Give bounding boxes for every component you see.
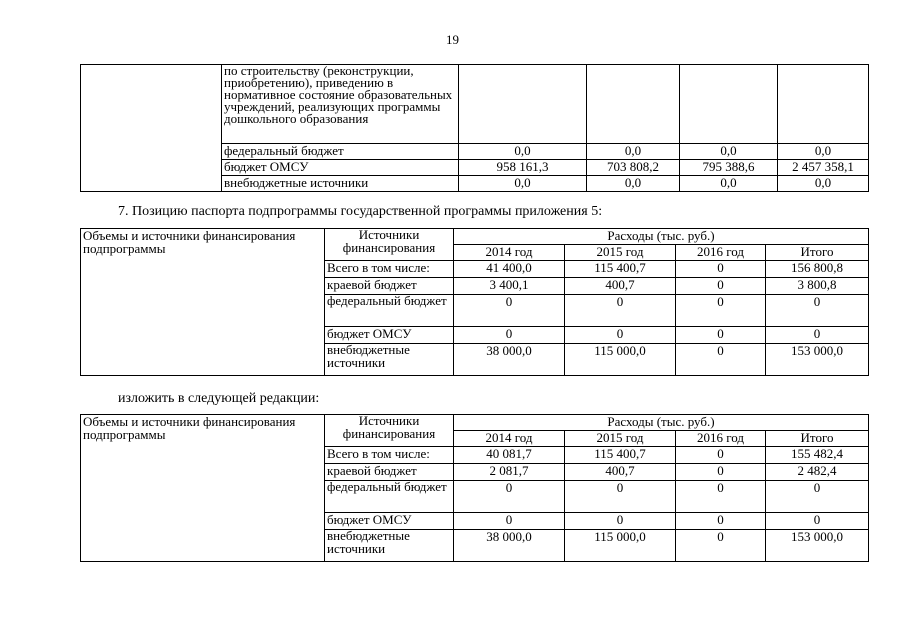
- value-cell: 115 000,0: [565, 530, 676, 562]
- value-cell: 0,0: [587, 144, 680, 160]
- value-cell: 2 457 358,1: [778, 160, 869, 176]
- value-cell: 155 482,4: [766, 447, 869, 464]
- row-label: бюджет ОМСУ: [325, 513, 454, 530]
- value-cell: 0: [454, 295, 565, 327]
- year-header: 2014 год: [454, 431, 565, 447]
- value-cell: 0: [676, 295, 766, 327]
- value-cell: 0,0: [680, 144, 778, 160]
- year-header: 2016 год: [676, 245, 766, 261]
- old-funding-table: [80, 228, 869, 376]
- row-label: краевой бюджет: [325, 464, 454, 481]
- value-cell: 0: [676, 481, 766, 513]
- value-cell: 0,0: [459, 176, 587, 192]
- row-label: внебюджетные источники: [325, 344, 454, 376]
- value-cell: 3 800,8: [766, 278, 869, 295]
- total-header: Итого: [766, 245, 869, 261]
- value-cell: 0,0: [680, 176, 778, 192]
- value-cell: 0: [676, 344, 766, 376]
- row-label: бюджет ОМСУ: [325, 327, 454, 344]
- value-cell: 2 081,7: [454, 464, 565, 481]
- row-label: внебюджетные источники: [222, 176, 459, 192]
- value-cell: 0: [565, 295, 676, 327]
- value-cell: 0,0: [587, 176, 680, 192]
- sources-header: Источники финансирования: [325, 229, 454, 261]
- value-cell: 0: [676, 261, 766, 278]
- row-label: Всего в том числе:: [325, 261, 454, 278]
- value-cell: 0: [676, 513, 766, 530]
- year-header: 2014 год: [454, 245, 565, 261]
- section-title: Объемы и источники финансирования подпрограммы: [81, 229, 325, 376]
- paragraph-7: 7. Позицию паспорта подпрограммы государственной программы приложения 5:: [118, 204, 603, 219]
- total-header: Итого: [766, 431, 869, 447]
- value-cell: 0: [565, 481, 676, 513]
- value-cell: 0: [676, 530, 766, 562]
- value-cell: 0: [766, 513, 869, 530]
- row-label: федеральный бюджет: [325, 295, 454, 327]
- value-cell: 0: [454, 327, 565, 344]
- row-label: бюджет ОМСУ: [222, 160, 459, 176]
- value-cell: 703 808,2: [587, 160, 680, 176]
- value-cell: 0: [676, 464, 766, 481]
- value-cell: 153 000,0: [766, 530, 869, 562]
- sources-header: Источники финансирования: [325, 415, 454, 447]
- value-cell: 156 800,8: [766, 261, 869, 278]
- value-cell: 0: [676, 278, 766, 295]
- value-cell: 0,0: [778, 176, 869, 192]
- value-cell: 38 000,0: [454, 530, 565, 562]
- value-cell: 115 400,7: [565, 261, 676, 278]
- value-cell: 0: [766, 481, 869, 513]
- value-cell: 40 081,7: [454, 447, 565, 464]
- page-number: 19: [446, 32, 459, 47]
- value-cell: 153 000,0: [766, 344, 869, 376]
- program-description: по строительству (реконструкции, приобретению), приведению в нормативное состояние образовательных учреждений, реализующих программы дошкольного образования: [222, 65, 459, 144]
- value-cell: 0,0: [459, 144, 587, 160]
- year-header: 2016 год: [676, 431, 766, 447]
- year-header: 2015 год: [565, 431, 676, 447]
- value-cell: 0: [766, 327, 869, 344]
- value-cell: 400,7: [565, 278, 676, 295]
- value-cell: 0,0: [778, 144, 869, 160]
- row-label: федеральный бюджет: [222, 144, 459, 160]
- value-cell: 115 000,0: [565, 344, 676, 376]
- expenses-header: Расходы (тыс. руб.): [454, 415, 869, 431]
- value-cell: 0: [565, 327, 676, 344]
- value-cell: 0: [766, 295, 869, 327]
- revision-intro: изложить в следующей редакции:: [118, 391, 320, 406]
- value-cell: 0: [454, 513, 565, 530]
- value-cell: 41 400,0: [454, 261, 565, 278]
- year-header: 2015 год: [565, 245, 676, 261]
- expenses-header: Расходы (тыс. руб.): [454, 229, 869, 245]
- new-funding-table: [80, 414, 869, 562]
- section-title: Объемы и источники финансирования подпрограммы: [81, 415, 325, 562]
- row-label: федеральный бюджет: [325, 481, 454, 513]
- row-label: краевой бюджет: [325, 278, 454, 295]
- value-cell: 0: [676, 327, 766, 344]
- value-cell: 2 482,4: [766, 464, 869, 481]
- continuation-table: [80, 64, 869, 192]
- value-cell: 115 400,7: [565, 447, 676, 464]
- value-cell: 38 000,0: [454, 344, 565, 376]
- value-cell: 958 161,3: [459, 160, 587, 176]
- value-cell: 795 388,6: [680, 160, 778, 176]
- row-label: внебюджетные источники: [325, 530, 454, 562]
- value-cell: 0: [676, 447, 766, 464]
- row-label: Всего в том числе:: [325, 447, 454, 464]
- empty-cell: [81, 65, 222, 192]
- value-cell: 0: [565, 513, 676, 530]
- value-cell: 3 400,1: [454, 278, 565, 295]
- value-cell: 0: [454, 481, 565, 513]
- value-cell: 400,7: [565, 464, 676, 481]
